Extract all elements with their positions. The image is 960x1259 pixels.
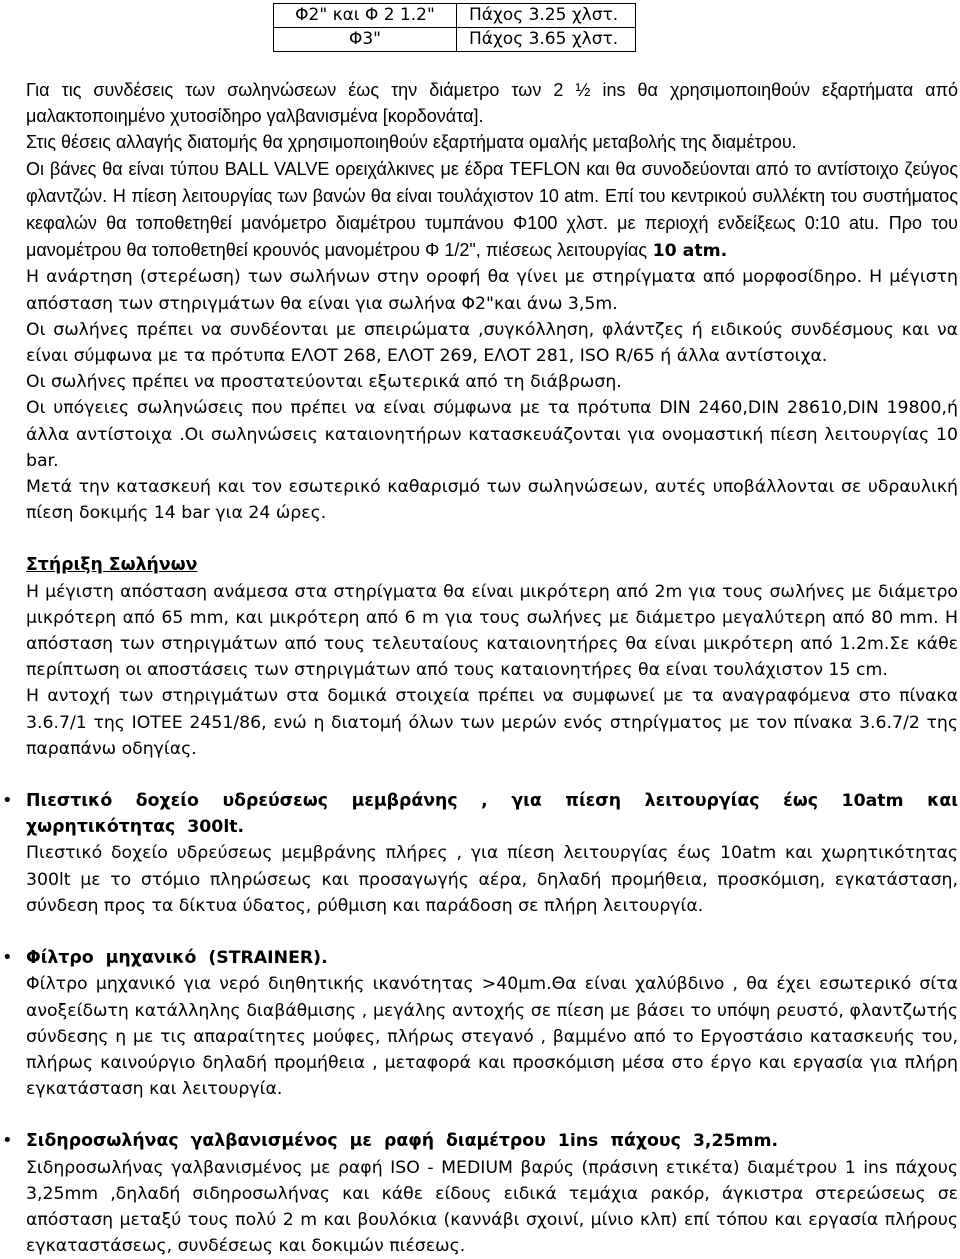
table-row xyxy=(274,28,636,52)
pipe-size-cell: Φ2" και Φ 2 1.2" xyxy=(274,4,457,28)
paragraph-corrosion: Οι σωλήνες πρέπει να προστατεύονται εξωτερικά από τη διάβρωση. xyxy=(26,372,622,393)
manometer-text: Επί του κεντρικού συλλέκτη του συστήματος κεφαλών θα τοποθετηθεί μανόμετρο διαμέτρου τυμπάνου Φ100 χλστ. με περιοχή ενδείξεως 0:10 atu. xyxy=(26,185,958,234)
valves-text: Οι βάνες θα είναι τύπου BALL VALVE ορειχάλκινες με έδρα TEFLON και θα συνοδεύονται από το αντίστοιχο ζεύγος φλαντζών. xyxy=(26,158,958,206)
support-heading: Στήριξη Σωλήνων xyxy=(26,555,198,576)
pipe-thickness-table xyxy=(273,3,636,52)
paragraph-valves xyxy=(26,156,958,265)
item-title: Φίλτρο μηχανικό (STRAINER). xyxy=(26,948,328,969)
document-body xyxy=(2,77,958,1259)
bullet-icon: • xyxy=(2,790,13,812)
item-title: Πιεστικό δοχείο υδρεύσεως μεμβράνης , για πίεση λειτουργίας έως 10atm και χωρητικότητας 300lt. xyxy=(26,791,958,838)
bullet-icon: • xyxy=(2,947,13,969)
item-body: Πιεστικό δοχείο υδρεύσεως μεμβράνης πλήρες , για πίεση λειτουργίας έως 10atm και χωρητικότητας 300lt με το στόμιο πληρώσεως και προσαγωγής αέρα, δηλαδή προμήθεια, προσκόμιση, εγκατάσταση, σύνδεση προς τα δίκτυα ύδατος, ρύθμιση και παράδοση σε πλήρη λειτουργία. xyxy=(26,843,958,916)
pipe-size-cell: Φ3" xyxy=(274,28,457,52)
paragraph-hanging: Η ανάρτηση (στερέωση) των σωλήνων στην οροφή θα γίνει με στηρίγματα από μορφοσίδηρο. Η μέγιστη απόσταση των στηριγμάτων θα είναι για σωλήνα Φ2"και άνω 3,5m. xyxy=(26,267,958,314)
manometer-pressure-value: 10 atm. xyxy=(652,241,728,262)
item-title: Σιδηροσωλήνας γαλβανισμένος με ραφή διαμέτρου 1ins πάχους 3,25mm. xyxy=(26,1131,779,1152)
item-galvanized-pipe xyxy=(2,1128,958,1259)
valves-pressure-text: Η πίεση λειτουργίας των βανών θα είναι τουλάχιστον 10 atm. xyxy=(112,185,600,206)
support-paragraph-distance: Η μέγιστη απόσταση ανάμεσα στα στηρίγματα θα είναι μικρότερη από 2m για τους σωλήνες με διάμετρο μικρότερη από 65 mm, και μικρότερη από 6 m για τους σωλήνες με διάμετρο μεγαλύτερη από 80 mm. Η απόσταση των στηριγμάτων από τους τελευταίους καταιονητήρες θα είναι μικρότερη από 1.2m.Σε κάθε περίπτωση οι αποστάσεις των στηριγμάτων από τους καταιονητήρες θα είναι τουλάχιστον 15 cm. xyxy=(26,581,958,681)
pipe-thickness-cell: Πάχος 3.65 χλστ. xyxy=(457,28,636,52)
item-pressure-tank xyxy=(2,788,958,919)
item-body: Φίλτρο μηχανικό για νερό διηθητικής ικανότητας >40μm.Θα είναι χαλύβδινο , θα έχει εσωτερικό σίτα ανοξείδωτη κατάλληλης διαβάθμισης , μεγάλης αντοχής σε πίεση με βάσει το υπόψη ρευστό, φλαντζωτής σύνδεσης η με τις απαραίτητες μούφες, πλήρως στεγανό , βαμμένο από το Εργοστάσιο κατασκευής του, πλήρως καινούργιο δηλαδή προμήθεια , μεταφορά και προσκόμιση μέσα στο έργο και εργασία για πλήρη εγκατάσταση και λειτουργία. xyxy=(26,974,958,1100)
paragraph-pressure-test: Μετά την κατασκευή και τον εσωτερικό καθαρισμό των σωληνώσεων, αυτές υποβάλλονται σε υδραυλική πίεση δοκιμής 14 bar για 24 ώρες. xyxy=(26,477,958,524)
paragraph-underground: Οι υπόγειες σωληνώσεις που πρέπει να είναι σύμφωνα με τα πρότυπα DIN 2460,DIN 28610,DIN 19800,ή άλλα αντίστοιχα .Οι σωληνώσεις καταιονητήρων κατασκευάζονται για ονομαστική πίεση λειτουργίας 10 bar. xyxy=(26,398,958,471)
manometer-cock-text: Προ του μανομέτρου θα τοποθετηθεί κρουνός μανομέτρου Φ 1/2", πιέσεως λειτουργίας xyxy=(26,213,958,261)
bullet-icon: • xyxy=(2,1130,13,1152)
paragraph-fittings: Για τις συνδέσεις των σωληνώσεων έως την διάμετρο των 2 ½ ins θα χρησιμοποιηθούν εξαρτήματα από μαλακτοποιημένο χυτοσίδηρο γαλβανισμένα [κορδονάτα]. xyxy=(26,80,958,127)
table-row xyxy=(274,4,636,28)
support-paragraph-strength: Η αντοχή των στηριγμάτων στα δομικά στοιχεία πρέπει να συμφωνεί με τα αναγραφόμενα στο πίνακα 3.6.7/1 της ΙΟΤΕΕ 2451/86, ενώ η διατομή όλων των μερών ενός στηρίγματος με τον πίνακα 3.6.7/2 της παραπάνω οδηγίας. xyxy=(26,686,958,759)
pipe-thickness-cell: Πάχος 3.25 χλστ. xyxy=(457,4,636,28)
paragraph-reducers: Στις θέσεις αλλαγής διατομής θα χρησιμοποιηθούν εξαρτήματα ομαλής μεταβολής της διαμέτρου. xyxy=(26,132,797,153)
item-strainer xyxy=(2,945,958,1102)
paragraph-connections: Οι σωλήνες πρέπει να συνδέονται με σπειρώματα ,συγκόλληση, φλάντζες ή ειδικούς συνδέσμους και να είναι σύμφωνα με τα πρότυπα ΕΛΟΤ 268, ΕΛΟΤ 269, ΕΛΟΤ 281, ISO R/65 ή άλλα αντίστοιχα. xyxy=(26,319,958,367)
item-body: Σιδηροσωλήνας γαλβανισμένος με ραφή ISO - MEDIUM βαρύς (πράσινη ετικέτα) διαμέτρου 1 ins πάχους 3,25mm ,δηλαδή σιδηροσωλήνας και κάθε είδους ειδικά τεμάχια ρακόρ, άγκιστρα στερεώσεως σε απόσταση μεταξύ τους πολύ 2 m και βουλόκια (καννάβι σχοινί, μίνιο κλπ) επί τόπου και εργασία πλήρους εγκαταστάσεως, συνδέσεως και δοκιμών πιέσεως. xyxy=(26,1157,958,1257)
